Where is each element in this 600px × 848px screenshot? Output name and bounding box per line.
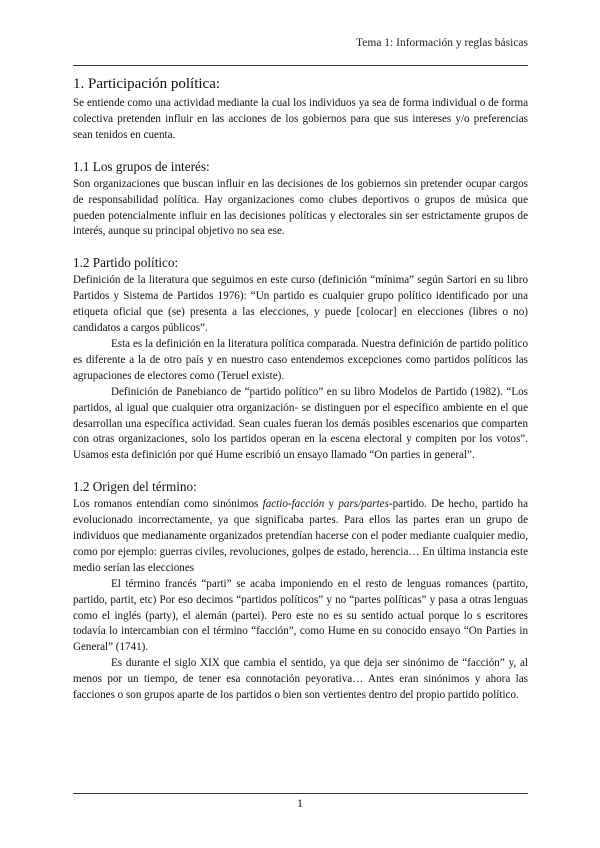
header-divider (73, 65, 528, 66)
section-heading-participacion: 1. Participación política: (73, 76, 221, 92)
section-heading-origen-termino: 1.2 Origen del término: (73, 479, 197, 495)
page-header-title: Tema 1: Información y reglas básicas (356, 37, 528, 49)
section-heading-grupos-interes: 1.1 Los grupos de interés: (73, 158, 210, 174)
paragraph: Definición de la literatura que seguimos en este curso (definición “mínima” según Sartori en su libro Partidos y Sistema de Partidos 1976): “Un partido es cualquier grupo político identificado por una etiqueta oficial que (se) presenta a las elecciones, y puede [colocar] en elecciones (libres o no) candidatos a cargos públicos”. (73, 274, 528, 335)
paragraph: Es durante el siglo XIX que cambia el sentido, ya que deja ser sinónimo de “facción” y, al menos por un tiempo, de tener esa connotación peyorativa… Antes eran sinónimos y ahora las facciones o son grupos aparte de los partidos o bien son vertientes dentro del propio partido político. (73, 657, 528, 702)
paragraph: Son organizaciones que buscan influir en las decisiones de los gobiernos sin pretender ocupar cargos de responsabilidad política. Hay organizaciones como clubes deportivos o grupos de música que pueden potencialmente influir en las decisiones políticas y electorales sin ser estrictamente grupos de interés, aunque su principal objetivo no sea ese. (73, 177, 528, 238)
footer-divider (73, 793, 528, 794)
paragraph: Se entiende como una actividad mediante la cual los individuos ya sea de forma individual o de forma colectiva pretenden influir en las acciones de los gobiernos para que sus intereses y/o preferencias sean tenidos en cuenta. (73, 97, 528, 141)
paragraph (73, 497, 528, 577)
text-run: y (324, 498, 339, 511)
page-number: 1 (297, 798, 303, 810)
paragraph: El término francés “parti” se acaba imponiendo en el resto de lenguas romances (partito, partido, partit, etc) Por eso decimos “partidos políticos” y no “partes políticas” y pasa a otras lenguas como el inglés (party), el alemán (partei). Pero este no es su sentido actual porque lo s escritores todavía lo intercambian con el término “facción”, como Hume en su conocido ensayo “On Parties in General” (1741). (73, 577, 528, 654)
italic-term: pars/partes (338, 498, 389, 511)
text-run: Los romanos entendían como sinónimos (73, 498, 263, 511)
paragraph: Esta es la definición en la literatura política comparada. Nuestra definición de partido político es diferente a la de otro país y en nuestro caso entendemos excepciones como partidos políticos las agrupaciones de electores como (Teruel existe). (73, 337, 528, 382)
section-heading-partido-politico: 1.2 Partido político: (73, 255, 179, 271)
paragraph: Definición de Panebianco de “partido político” en su libro Modelos de Partido (1982). “Los partidos, al igual que cualquier otra organización- se distinguen por el específico ambiente en el que desarrollan una específica actividad. Sean cuales fueran los demás posibles escenarios que comparten con otras organizaciones, solo los partidos operan en la escena electoral y compiten por los votos”. Usamos esta definición por qué Hume escribió un ensayo llamado “On parties in general”. (73, 385, 528, 462)
italic-term: factio-facción (262, 498, 325, 511)
document-body (73, 70, 528, 704)
text-run: -partido. De hecho, partido ha evolucionado incorrectamente, ya que significaba partes. Para ellos las partes eran un grupo de individuos que medianamente organizados pretendían hacerse con el poder mediante cualquier medio, como por ejemplo: guerras civiles, revoluciones, golpes de estado, herencia… En última instancia este medio serían las elecciones (73, 498, 528, 574)
